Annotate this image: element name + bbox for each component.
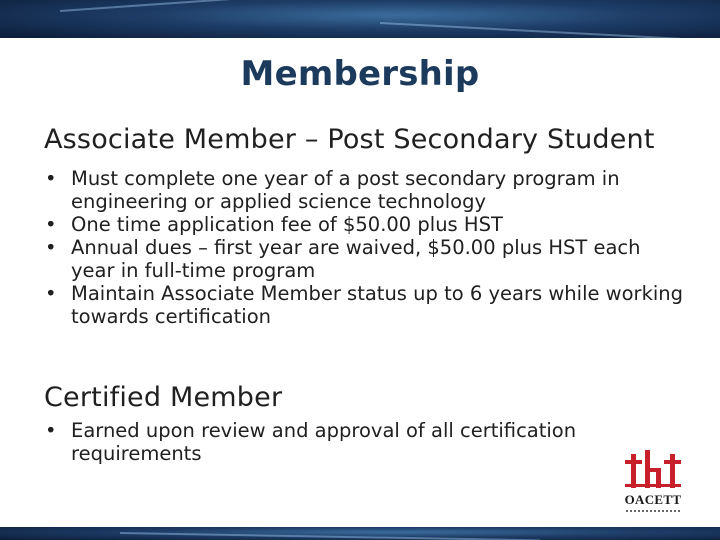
section-heading-associate: Associate Member – Post Secondary Student [44,124,655,155]
bullet-text: One time application fee of $50.00 plus HST [71,213,503,236]
list-item [44,282,684,328]
certified-bullet-list [44,419,644,465]
bullet-text: Must complete one year of a post secondary program in engineering or applied science technology [71,167,620,213]
bullet-text: Annual dues – first year are waived, $50.00 plus HST each year in full-time program [71,236,641,282]
associate-bullet-list [44,167,684,328]
bullet-text: Earned upon review and approval of all certification requirements [71,419,577,465]
list-item [44,213,684,236]
oacett-logo-icon [618,448,688,492]
bullet-glyph: • [45,419,57,442]
section-heading-certified: Certified Member [44,382,283,413]
bullet-glyph: • [45,236,57,259]
bullet-text: Maintain Associate Member status up to 6 years while working towards certification [71,282,684,328]
bottom-decorative-band [0,527,720,540]
logo-wordmark: OACETT [624,492,682,507]
bullet-glyph: • [45,213,57,236]
bullet-glyph: • [45,167,57,190]
list-item [44,167,684,213]
oacett-logo [618,448,688,518]
bullet-glyph: • [45,282,57,305]
slide-title: Membership [240,54,480,94]
top-decorative-band [0,0,720,38]
list-item [44,236,684,282]
list-item [44,419,644,465]
logo-tagline-decoration [626,510,680,512]
